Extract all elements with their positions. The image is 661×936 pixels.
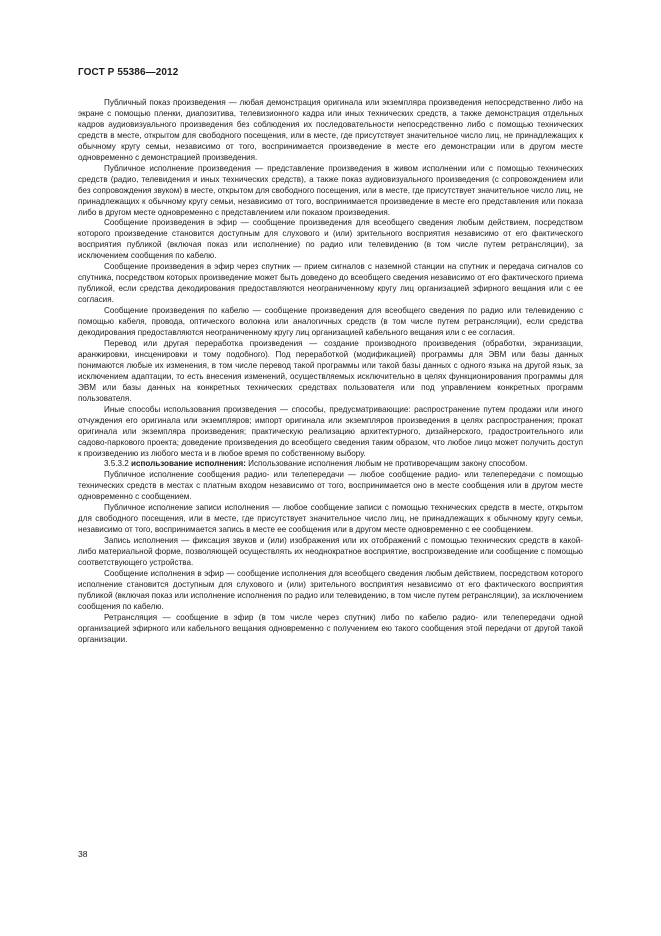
paragraph-public-performance-recording: Публичное исполнение записи исполнения — любое сообщение записи с помощью технических средств в месте, открытом для свободного посещения, или в месте, где присутствует значительное число лиц, не принадлежащих к обычному кругу семьи, независимо от того, воспринимается запись в месте ее сообщения или в другом месте одновременно с ее сообщением.: [78, 503, 583, 535]
paragraph-other-uses: Иные способы использования произведения — способы, предусматривающие: распространение путем продажи или иного отчуждения его оригинала или экземпляров; импорт оригинала или экземпляров произведения в целях распространения; прокат оригинала или экземпляра произведения; практическую реализацию архитектурного, дизайнерского, градостроительного или садово-паркового проекта; доведение произведения до всеобщего сведения таким образом, что любое лицо может получить доступ к произведению из любого места и в любое время по собственному выбору.: [78, 404, 583, 458]
paragraph-translation: Перевод или другая переработка произведения — создание производного произведения (обработки, экранизации, аранжировки, инсценировки и тому подобного). Под переработкой (модификацией) программы для ЭВМ или базы данных понимаются любые их изменения, в том числе перевод такой программы или такой базы данных с одного языка на другой язык, за исключением адаптации, то есть внесения изменений, осуществляемых исключительно в целях функционирования программы для ЭВМ или базы данных на конкретных технических средствах пользователя или под управлением конкретных программ пользователя.: [78, 338, 583, 403]
page-number: 38: [78, 849, 88, 859]
clause-number: 3.5.3.2: [104, 459, 129, 469]
clause-3-5-3-2: [78, 459, 583, 470]
paragraph-broadcast: Сообщение произведения в эфир — сообщение произведения для всеобщего сведения любым действием, посредством которого произведение становится доступным для слухового и (или) зрительного восприятия независимо от его фактического восприятия публикой (включая показ или исполнение) по радио или телевидению (в том числе путем ретрансляции), за исключением сообщения по кабелю.: [78, 218, 583, 261]
document-code-header: ГОСТ Р 55386—2012: [78, 67, 179, 78]
document-body: [78, 98, 583, 646]
paragraph-recording: Запись исполнения — фиксация звуков и (или) изображения или их отображений с помощью технических средств в какой-либо материальной форме, позволяющей осуществлять их неоднократное восприятие, воспроизведение или сообщение с помощью соответствующего устройства.: [78, 536, 583, 568]
paragraph-performance-broadcast: Сообщение исполнения в эфир — сообщение исполнения для всеобщего сведения любым действием, посредством которого исполнение становится доступным для слухового и (или) зрительного восприятия независимо от его фактического восприятия публикой (включая показ или исполнение исполнения по радио или телевидению, в том числе путем ретрансляции), за исключением сообщения по кабелю.: [78, 568, 583, 611]
paragraph-public-performance: Публичное исполнение произведения — представление произведения в живом исполнении или с помощью технических средств (радио, телевидения и иных технических средств), а также показ аудиовизуального произведения (с сопровождением или без сопровождения звуком) в месте, открытом для свободного посещения, или в месте, где присутствует значительное число лиц, не принадлежащих к обычному кругу семьи, независимо от того, воспринимается произведение в месте его представления или показа либо в другом месте одновременно с представлением или показом произведения.: [78, 163, 583, 217]
paragraph-public-display: Публичный показ произведения — любая демонстрация оригинала или экземпляра произведения непосредственно либо на экране с помощью пленки, диапозитива, телевизионного кадра или иных технических средств, а также демонстрация отдельных кадров аудиовизуального произведения без соблюдения их последовательности непосредственно либо с помощью технических средств в месте, открытом для свободного посещения, или в месте, где присутствует значительное число лиц, не принадлежащих к обычному кругу семьи, независимо от того, воспринимается произведение в месте его демонстрации или в другом месте одновременно с демонстрацией произведения.: [78, 98, 583, 162]
clause-text: Использование исполнения любым не противоречащим закону способом.: [248, 459, 528, 469]
paragraph-cable-broadcast: Сообщение произведения по кабелю — сообщение произведения для всеобщего сведения по радио или телевидению с помощью кабеля, провода, оптического волокна или аналогичных средств (в том числе путем ретрансляции), если средства декодирования предоставляются неограниченному кругу лиц организацией кабельного вещания или с ее согласия.: [78, 306, 583, 338]
paragraph-public-performance-broadcast: Публичное исполнение сообщения радио- или телепередачи — любое сообщение радио- или телепередачи с помощью технических средств в местах с платным входом независимо от того, воспринимается оно в месте сообщения или в другом месте одновременно с сообщением.: [78, 470, 583, 502]
paragraph-satellite-broadcast: Сообщение произведения в эфир через спутник — прием сигналов с наземной станции на спутник и передача сигналов со спутника, посредством которых произведение может быть доведено до всеобщего сведения независимо от его фактического приема публикой, если средства декодирования предоставляются неограниченному кругу лиц организацией эфирного вещания или с ее согласия.: [78, 262, 583, 305]
clause-term: использование исполнения:: [131, 459, 246, 469]
paragraph-retransmission: Ретрансляция — сообщение в эфир (в том числе через спутник) либо по кабелю радио- или телепередачи одной организацией эфирного или кабельного вещания одновременно с получением ею такого сообщения этой передачи от другой такой организации.: [78, 612, 583, 644]
